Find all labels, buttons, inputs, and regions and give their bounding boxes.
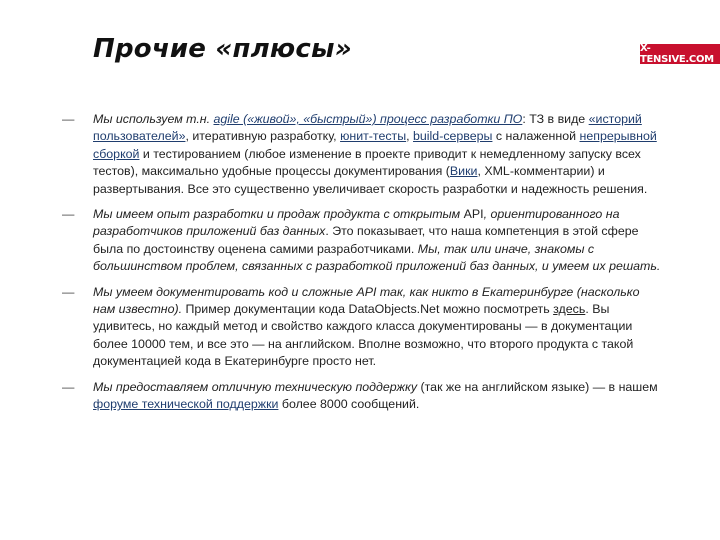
item-text: : ТЗ в виде: [522, 112, 589, 126]
item-text: более 8000 сообщений.: [278, 397, 420, 412]
item-text: и тестированием (любое изменение в проекте приводит к немедленному запуску всех тестов), максимально удобные процессы документирования (: [93, 146, 641, 179]
item-text: ,: [406, 129, 414, 144]
list-item: [0, 206, 720, 276]
item-text: . Это показывает, что наша компетенция в этой сфере была по достоинству оценена самими разработчиками.: [93, 224, 639, 256]
continuous-build-link[interactable]: непрерывной сборкой: [93, 129, 657, 161]
item-text: , ориентированного на разработчиков приложений баз данных: [93, 207, 620, 239]
dash-bullet: —: [62, 379, 75, 394]
item-text: API: [463, 207, 484, 222]
dash-bullet: —: [62, 284, 75, 299]
list-item: [0, 379, 720, 414]
item-text: . Вы удивитесь, но каждый метод и свойство каждого класса документированы — в документации более 10000 тем, и все это — на английском. Вполне возможно, что второго продукта с такой документацией кода в Екатеринбурге просто нет.: [93, 302, 634, 369]
item-text: Мы, так или иначе, знакомы с большинством проблем, связанных с разработкой приложений баз данных, и умеем их решать.: [93, 241, 661, 274]
build-servers-link[interactable]: build-серверы: [413, 129, 493, 144]
bullet-list: [0, 111, 720, 422]
item-text: Мы предоставляем отличную техническую поддержку: [93, 379, 418, 394]
slide-title: Прочие «плюсы»: [93, 34, 352, 64]
item-text: Мы используем т.н.: [93, 112, 214, 126]
agile-link[interactable]: agile («живой», «быстрый») процесс разработки ПО: [213, 112, 523, 126]
list-item: [0, 111, 720, 198]
item-text: Пример документации кода DataObjects.Net можно посмотреть: [182, 302, 554, 317]
item-text: Мы умеем документировать код и сложные API так, как никто в Екатеринбурге (насколько нам известно).: [93, 284, 640, 317]
dash-bullet: —: [62, 207, 75, 222]
item-text: (так же на английском языке) — в нашем: [417, 379, 658, 394]
user-stories-link[interactable]: «историй пользователей»: [93, 112, 642, 144]
x-tensive-logo: X-TENSIVE.COM: [640, 44, 720, 64]
item-text: Мы имеем опыт разработки и продаж продукта с открытым: [93, 207, 464, 222]
list-item: [0, 284, 720, 371]
unit-tests-link[interactable]: юнит-тесты: [340, 129, 407, 144]
docs-here-link[interactable]: здесь: [553, 302, 586, 317]
item-text: с налаженной: [492, 129, 580, 144]
dash-bullet: —: [62, 112, 75, 126]
wiki-link[interactable]: Вики: [449, 164, 478, 179]
support-forum-link[interactable]: форуме технической поддержки: [93, 397, 279, 412]
item-text: , итеративную разработку,: [185, 129, 341, 144]
item-text: , XML-комментарии) и развертывания. Все это существенно увеличивает скорость разработки и надежность решения.: [93, 164, 648, 196]
